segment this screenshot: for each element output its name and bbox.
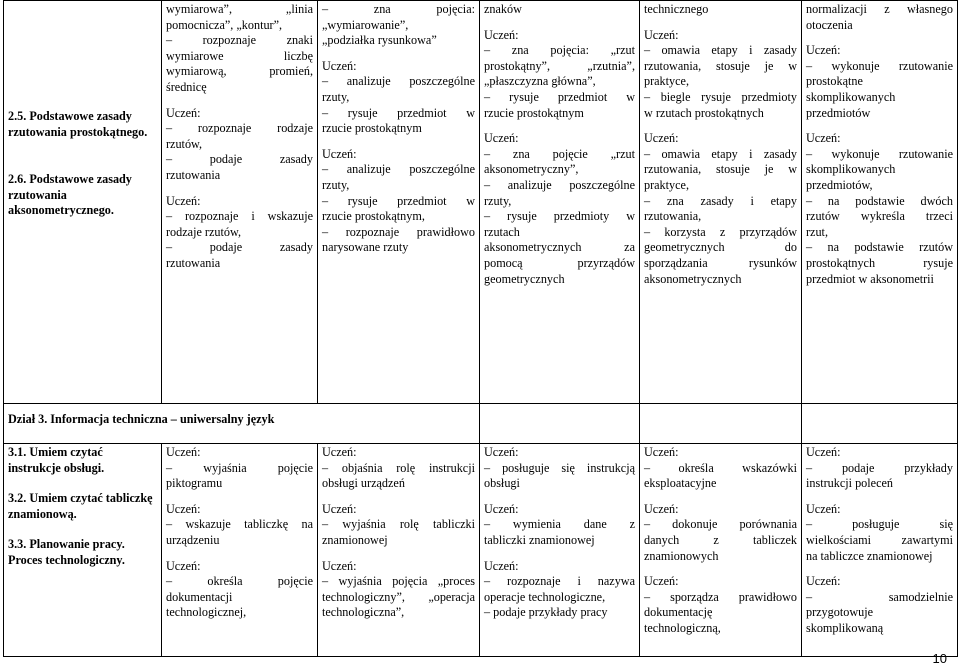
requirement-line: rzucie prostokątnym, bbox=[322, 209, 425, 224]
student-label: Uczeń: bbox=[322, 58, 357, 73]
requirement-line: rzuty, bbox=[322, 177, 350, 192]
requirement-line: instrukcji poleceń bbox=[806, 476, 893, 491]
requirement-line: geometrycznych do bbox=[644, 240, 797, 255]
requirement-line: – zna zasady i etapy bbox=[644, 193, 797, 208]
student-label: Uczeń: bbox=[644, 501, 679, 516]
requirement-line: rodzaje rzutów, bbox=[166, 224, 242, 239]
requirement-cell bbox=[640, 1, 802, 404]
requirement-line: rzucie prostokątnym bbox=[322, 121, 422, 136]
requirement-line: skomplikowanych bbox=[806, 162, 896, 177]
student-label: Uczeń: bbox=[806, 131, 841, 146]
requirement-cell bbox=[318, 444, 480, 657]
page-number: 10 bbox=[932, 651, 947, 666]
student-label: Uczeń: bbox=[644, 131, 679, 146]
requirement-line: dokumentację bbox=[644, 605, 713, 620]
requirement-line: aksonometryczny”, bbox=[484, 162, 579, 177]
requirement-line: – omawia etapy i zasady bbox=[644, 43, 797, 58]
student-label: Uczeń: bbox=[322, 146, 357, 161]
requirement-line: przygotowuje bbox=[806, 605, 874, 620]
table-row bbox=[4, 1, 958, 404]
section-row bbox=[4, 404, 958, 444]
requirement-line: skomplikowaną bbox=[806, 620, 884, 635]
requirement-line: – wyjaśnia pojęcie bbox=[166, 460, 313, 475]
student-label: Uczeń: bbox=[484, 445, 519, 459]
student-label: Uczeń: bbox=[644, 574, 679, 589]
section-title: Dział 3. Informacja techniczna – uniwersalny język bbox=[4, 404, 480, 444]
requirement-line: – podaje zasady bbox=[166, 152, 313, 167]
requirement-line: rzutowania bbox=[166, 255, 221, 270]
requirement-line: otoczenia bbox=[806, 17, 853, 32]
requirement-line: – rozpoznaje i nazywa bbox=[484, 574, 635, 589]
student-label: Uczeń: bbox=[806, 574, 841, 589]
requirement-line: – podaje przykłady bbox=[806, 460, 953, 475]
requirement-line: „płaszczyzna główna”, bbox=[484, 74, 596, 89]
requirement-line: rzutowania, bbox=[644, 209, 702, 224]
requirement-line: aksonometrycznych bbox=[644, 271, 742, 286]
requirement-line: „podziałka rysunkowa” bbox=[322, 33, 437, 48]
requirement-line: skomplikowanych bbox=[806, 89, 896, 104]
requirement-line: w rzutach prostokątnych bbox=[644, 105, 764, 120]
requirement-line: – wykonuje rzutowanie bbox=[806, 58, 953, 73]
requirement-line: – wyjaśnia pojęcia „proces bbox=[322, 574, 475, 589]
requirement-cell bbox=[802, 444, 958, 657]
requirement-line: pomocą przyrządów bbox=[484, 255, 635, 270]
requirement-line: dokumentacji bbox=[166, 589, 233, 604]
requirement-line: tabliczki znamionowej bbox=[484, 532, 595, 547]
requirement-line: danych z tabliczek bbox=[644, 532, 797, 547]
student-label: Uczeń: bbox=[166, 558, 201, 573]
requirement-line: rzutowania, stosuje je w bbox=[644, 58, 797, 73]
student-label: Uczeń: bbox=[644, 27, 679, 42]
requirement-line: urządzeniu bbox=[166, 532, 220, 547]
requirement-cell bbox=[480, 1, 640, 404]
requirement-line: aksonometrycznych za bbox=[484, 240, 635, 255]
requirement-line: – dokonuje porównania bbox=[644, 517, 797, 532]
requirement-line: rzutowania, stosuje je w bbox=[644, 162, 797, 177]
requirement-line: – wykonuje rzutowanie bbox=[806, 146, 953, 161]
requirement-line: – określa pojęcie bbox=[166, 574, 313, 589]
requirement-line: – wyjaśnia rolę tabliczki bbox=[322, 517, 475, 532]
student-label: Uczeń: bbox=[484, 501, 519, 516]
requirement-cell bbox=[640, 444, 802, 657]
requirement-line: rzut, bbox=[806, 224, 828, 239]
requirement-line: narysowane rzuty bbox=[322, 240, 409, 255]
requirement-line: technologiczną, bbox=[644, 620, 721, 635]
requirement-cell bbox=[162, 444, 318, 657]
topic-cell bbox=[4, 444, 162, 657]
student-label: Uczeń: bbox=[806, 445, 841, 459]
requirement-line: – analizuje poszczególne bbox=[322, 162, 475, 177]
student-label: Uczeń: bbox=[484, 558, 519, 573]
requirement-line: – rozpoznaje prawidłowo bbox=[322, 224, 475, 239]
student-label: Uczeń: bbox=[484, 131, 519, 146]
requirement-line: obsługi urządzeń bbox=[322, 476, 405, 491]
student-label: Uczeń: bbox=[166, 105, 201, 120]
requirement-line: technicznego bbox=[644, 2, 709, 16]
requirement-line: – rysuje przedmiot w bbox=[484, 89, 635, 104]
requirement-line: technologiczna”, bbox=[322, 605, 405, 620]
requirement-cell bbox=[802, 1, 958, 404]
requirement-line: – rysuje przedmiot w bbox=[322, 193, 475, 208]
requirement-line: wymiarowe liczbę bbox=[166, 48, 313, 63]
requirement-line: rzuty, bbox=[322, 89, 350, 104]
topic-cell bbox=[4, 1, 162, 404]
topic-3-1: 3.1. Umiem czytać instrukcje obsługi. bbox=[8, 445, 105, 475]
requirement-line: wielkościami zawartymi bbox=[806, 532, 953, 547]
requirement-line: operacje technologiczne, bbox=[484, 589, 606, 604]
requirement-line: – rysuje przedmiot w bbox=[322, 105, 475, 120]
requirement-line: – rozpoznaje rodzaje bbox=[166, 121, 313, 136]
topic-2-5: 2.5. Podstawowe zasady rzutowania prostokątnego. bbox=[8, 109, 148, 139]
requirement-line: rzuty, bbox=[484, 193, 512, 208]
requirement-line: – biegle rysuje przedmioty bbox=[644, 89, 797, 104]
requirement-cell bbox=[318, 1, 480, 404]
requirement-line: normalizacji z własnego bbox=[806, 2, 953, 16]
requirement-line: średnicę bbox=[166, 79, 207, 94]
student-label: Uczeń: bbox=[166, 445, 201, 459]
requirement-line: rzutów, bbox=[166, 136, 203, 151]
student-label: Uczeń: bbox=[322, 558, 357, 573]
requirement-line: – posługuje się instrukcją bbox=[484, 460, 635, 475]
requirement-line: znaków bbox=[484, 2, 522, 16]
requirement-line: wymiarowa”, „linia bbox=[166, 2, 313, 16]
curriculum-table bbox=[3, 0, 958, 657]
topic-2-6: 2.6. Podstawowe zasady rzutowania aksonometrycznego. bbox=[8, 172, 132, 218]
requirement-line: na tabliczce znamionowej bbox=[806, 548, 933, 563]
requirement-line: prostokątnych rysuje bbox=[806, 255, 953, 270]
requirement-line: – sporządza prawidłowo bbox=[644, 589, 797, 604]
requirement-line: – rozpoznaje znaki bbox=[166, 33, 313, 48]
requirement-line: prostokątny”, „rzutnia”, bbox=[484, 58, 635, 73]
requirement-line: geometrycznych bbox=[484, 271, 565, 286]
requirement-line: technologiczny”, „operacja bbox=[322, 589, 475, 604]
requirement-line: eksploatacyjne bbox=[644, 476, 717, 491]
requirement-line: – na podstawie dwóch bbox=[806, 193, 953, 208]
requirement-line: rzucie prostokątnym bbox=[484, 105, 584, 120]
requirement-line: – posługuje się bbox=[806, 517, 953, 532]
requirement-line: – analizuje poszczególne bbox=[322, 74, 475, 89]
requirement-line: przedmiot w aksonometrii bbox=[806, 271, 934, 286]
student-label: Uczeń: bbox=[806, 43, 841, 58]
requirement-line: – zna pojęcia: bbox=[322, 2, 475, 16]
requirement-line: – omawia etapy i zasady bbox=[644, 146, 797, 161]
student-label: Uczeń: bbox=[806, 501, 841, 516]
requirement-line: – objaśnia rolę instrukcji bbox=[322, 460, 475, 475]
requirement-line: praktyce, bbox=[644, 74, 690, 89]
requirement-line: przedmiotów, bbox=[806, 177, 873, 192]
requirement-line: – podaje przykłady pracy bbox=[484, 605, 608, 620]
requirement-line: rzutowania bbox=[166, 167, 221, 182]
requirement-line: praktyce, bbox=[644, 177, 690, 192]
requirement-line: – wymienia dane z bbox=[484, 517, 635, 532]
requirement-line: technologicznej, bbox=[166, 605, 247, 620]
topic-3-3: 3.3. Planowanie pracy. Proces technologiczny. bbox=[8, 537, 125, 567]
student-label: Uczeń: bbox=[166, 193, 201, 208]
requirement-line: piktogramu bbox=[166, 476, 223, 491]
requirement-line: – wskazuje tabliczkę na bbox=[166, 517, 313, 532]
requirement-line: obsługi bbox=[484, 476, 520, 491]
requirement-line: rzutach bbox=[484, 224, 520, 239]
requirement-line: – określa wskazówki bbox=[644, 460, 797, 475]
requirement-cell bbox=[162, 1, 318, 404]
requirement-line: – zna pojęcie „rzut bbox=[484, 146, 635, 161]
requirement-line: – analizuje poszczególne bbox=[484, 177, 635, 192]
requirement-line: „wymiarowanie”, bbox=[322, 17, 409, 32]
requirement-line: sporządzania rysunków bbox=[644, 255, 797, 270]
requirement-line: – korzysta z przyrządów bbox=[644, 224, 797, 239]
student-label: Uczeń: bbox=[166, 501, 201, 516]
requirement-line: rzutów wykreśla trzeci bbox=[806, 209, 953, 224]
student-label: Uczeń: bbox=[644, 445, 679, 459]
requirement-line: pomocnicza”, „kontur”, bbox=[166, 17, 283, 32]
requirement-line: – rozpoznaje i wskazuje bbox=[166, 209, 313, 224]
topic-3-2: 3.2. Umiem czytać tabliczkę znamionową. bbox=[8, 491, 153, 521]
student-label: Uczeń: bbox=[322, 501, 357, 516]
requirement-line: – rysuje przedmioty w bbox=[484, 209, 635, 224]
student-label: Uczeń: bbox=[322, 445, 357, 459]
table-row bbox=[4, 444, 958, 657]
requirement-cell bbox=[480, 444, 640, 657]
requirement-line: przedmiotów bbox=[806, 105, 871, 120]
student-label: Uczeń: bbox=[484, 27, 519, 42]
requirement-line: prostokątne bbox=[806, 74, 863, 89]
requirement-line: – podaje zasady bbox=[166, 240, 313, 255]
requirement-line: – zna pojęcia: „rzut bbox=[484, 43, 635, 58]
requirement-line: wymiarową, promień, bbox=[166, 64, 313, 79]
requirement-line: – samodzielnie bbox=[806, 589, 953, 604]
requirement-line: – na podstawie rzutów bbox=[806, 240, 953, 255]
requirement-line: znamionowych bbox=[644, 548, 719, 563]
requirement-line: znamionowej bbox=[322, 532, 388, 547]
